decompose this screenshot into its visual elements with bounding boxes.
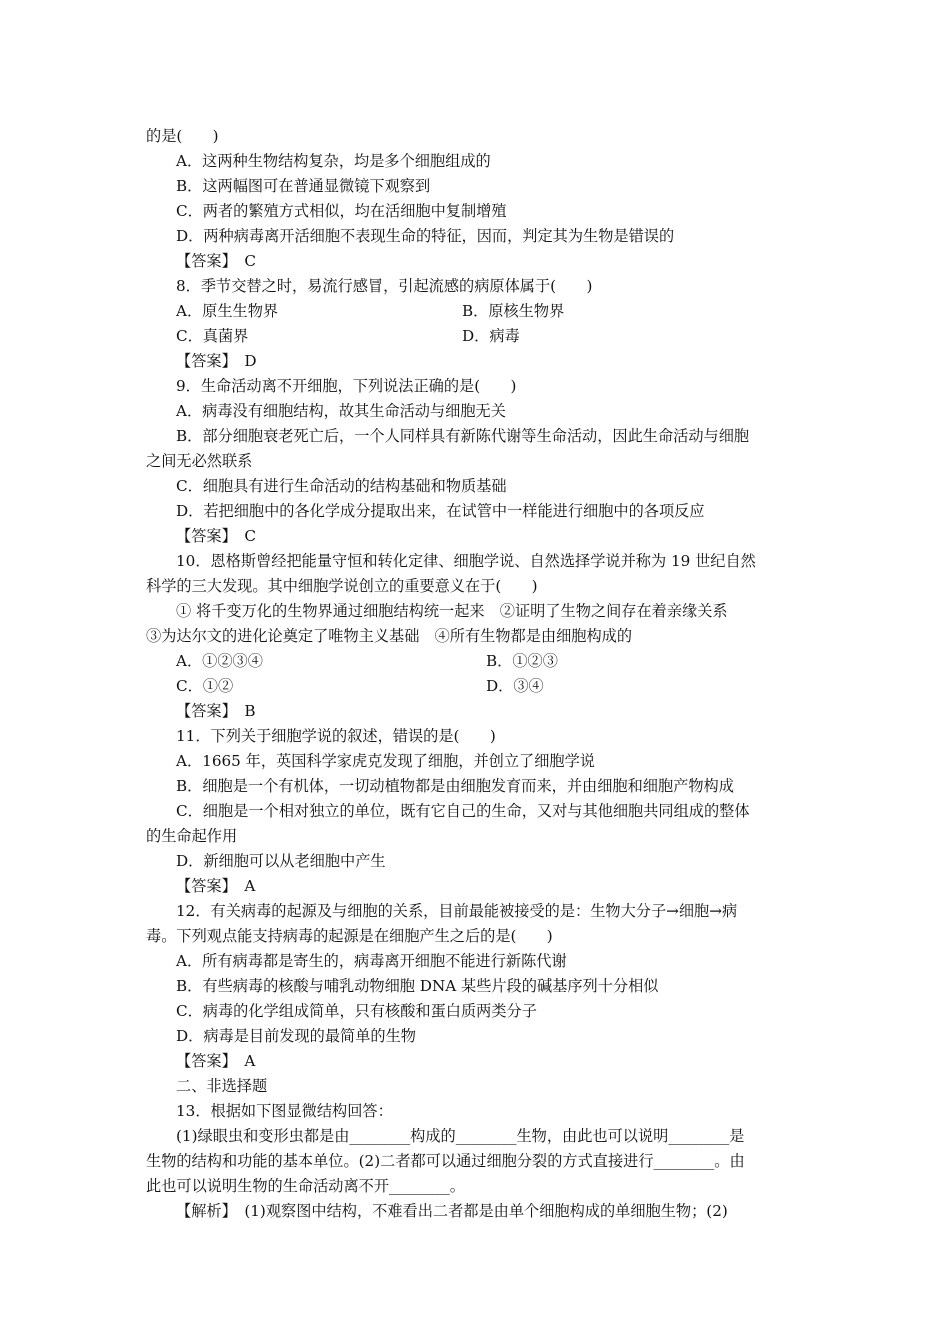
answer: 【答案】 A (176, 1052, 256, 1070)
question-13-part: 此也可以说明生物的生命活动离不开________。 (146, 1177, 465, 1195)
option-a: A．所有病毒都是寄生的，病毒离开细胞不能进行新陈代谢 (176, 952, 567, 970)
question-13: 13．根据如下图显微结构回答： (176, 1102, 393, 1120)
option-c: C．细胞是一个相对独立的单位，既有它自己的生命，又对与其他细胞共同组成的整体 (176, 802, 750, 820)
option-b: B．部分细胞衰老死亡后，一个人同样具有新陈代谢等生命活动，因此生命活动与细胞 (176, 427, 750, 445)
question-12: 12．有关病毒的起源及与细胞的关系，目前最能被接受的是：生物大分子→细胞→病 (176, 902, 738, 920)
option-d: D．新细胞可以从老细胞中产生 (176, 852, 386, 870)
answer: 【答案】 D (176, 352, 257, 370)
question-10-continued: 科学的三大发现。其中细胞学说创立的重要意义在于( ) (146, 577, 538, 595)
section-heading: 二、非选择题 (176, 1077, 268, 1095)
option-d: D．病毒 (462, 327, 520, 345)
option-a: A．这两种生物结构复杂，均是多个细胞组成的 (176, 152, 491, 170)
option-b: B．①②③ (486, 652, 558, 670)
option-c: C．①② (176, 677, 234, 695)
option-b: B．细胞是一个有机体，一切动植物都是由细胞发育而来，并由细胞和细胞产物构成 (176, 777, 734, 795)
question-10: 10．恩格斯曾经把能量守恒和转化定律、细胞学说、自然选择学说并称为 19 世纪自然 (176, 552, 756, 570)
option-d: D．③④ (486, 677, 544, 695)
question-13-part: 生物的结构和功能的基本单位。(2)二者都可以通过细胞分裂的方式直接进行________。由 (146, 1152, 745, 1170)
question-8: 8．季节交替之时，易流行感冒，引起流感的病原体属于( ) (176, 277, 593, 295)
statement-line: ① 将千变万化的生物界通过细胞结构统一起来 ②证明了生物之间存在着亲缘关系 (176, 602, 728, 620)
analysis: 【解析】 (1)观察图中结构，不难看出二者都是由单个细胞构成的单细胞生物；(2) (176, 1202, 728, 1220)
statement-line: ③为达尔文的进化论奠定了唯物主义基础 ④所有生物都是由细胞构成的 (146, 627, 632, 645)
answer: 【答案】 C (176, 527, 256, 545)
option-d: D．两种病毒离开活细胞不表现生命的特征，因而，判定其为生物是错误的 (176, 227, 675, 245)
option-a: A．1665 年，英国科学家虎克发现了细胞，并创立了细胞学说 (176, 752, 595, 770)
option-d: D．若把细胞中的各化学成分提取出来，在试管中一样能进行细胞中的各项反应 (176, 502, 705, 520)
option-d: D．病毒是目前发现的最简单的生物 (176, 1027, 416, 1045)
question-11: 11．下列关于细胞学说的叙述，错误的是( ) (176, 727, 496, 745)
question-13-part: (1)绿眼虫和变形虫都是由________构成的________生物，由此也可以说明________是 (176, 1127, 745, 1145)
option-c: C．细胞具有进行生命活动的结构基础和物质基础 (176, 477, 507, 495)
option-b: B．原核生物界 (462, 302, 565, 320)
option-a: A．①②③④ (176, 652, 263, 670)
answer: 【答案】 B (176, 702, 256, 720)
option-b: B．有些病毒的核酸与哺乳动物细胞 DNA 某些片段的碱基序列十分相似 (176, 977, 659, 995)
option-c: C．病毒的化学组成简单，只有核酸和蛋白质两类分子 (176, 1002, 537, 1020)
option-c: C．真菌界 (176, 327, 249, 345)
option-b: B．这两幅图可在普通显微镜下观察到 (176, 177, 431, 195)
option-a-text: A．原生生物界 (176, 302, 279, 320)
option-b-continued: 之间无必然联系 (146, 452, 253, 470)
option-a: A．病毒没有细胞结构，故其生命活动与细胞无关 (176, 402, 506, 420)
question-12-continued: 毒。下列观点能支持病毒的起源是在细胞产生之后的是( ) (146, 927, 553, 945)
text-line: 的是( ) (146, 127, 219, 145)
question-9: 9．生命活动离不开细胞，下列说法正确的是( ) (176, 377, 517, 395)
option-c-continued: 的生命起作用 (146, 827, 238, 845)
option-c: C．两者的繁殖方式相似，均在活细胞中复制增殖 (176, 202, 507, 220)
answer: 【答案】 A (176, 877, 256, 895)
answer: 【答案】 C (176, 252, 256, 270)
